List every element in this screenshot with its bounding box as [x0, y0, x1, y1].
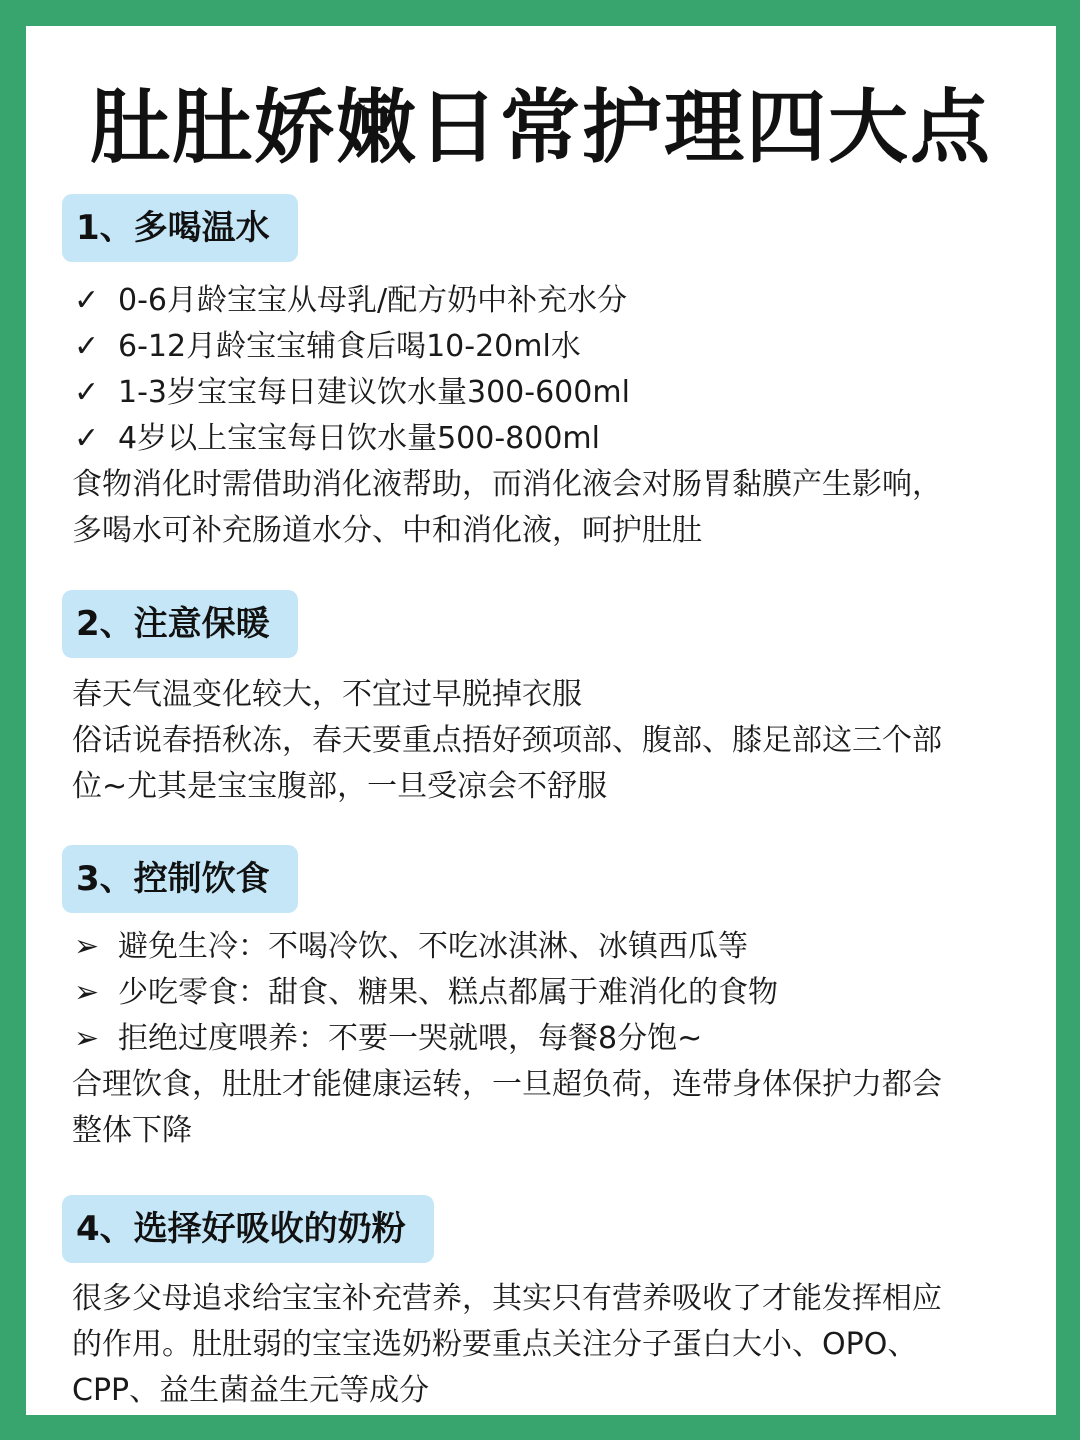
arrow-bullet-icon: ➢ — [74, 1021, 100, 1056]
list-item: ✓ 4岁以上宝宝每日饮水量500-800ml — [72, 416, 1032, 462]
section-body-water — [72, 278, 1032, 554]
content-card — [26, 26, 1056, 1415]
paragraph-line: CPP、益生菌益生元等成分 — [72, 1373, 430, 1408]
section-body-warmth — [72, 672, 1032, 810]
list-item: ✓ 6-12月龄宝宝辅食后喝10-20ml水 — [72, 324, 1032, 370]
paragraph-line: 很多父母追求给宝宝补充营养，其实只有营养吸收了才能发挥相应 — [72, 1281, 942, 1316]
section-heading-warmth: 2、注意保暖 — [62, 590, 298, 658]
section-heading-diet: 3、控制饮食 — [62, 845, 298, 913]
checkmark-icon: ✓ — [74, 283, 100, 318]
section-body-diet — [72, 924, 1032, 1154]
list-item: ✓ 0-6月龄宝宝从母乳/配方奶中补充水分 — [72, 278, 1032, 324]
list-item: ✓ 1-3岁宝宝每日建议饮水量300-600ml — [72, 370, 1032, 416]
paragraph-line: 合理饮食，肚肚才能健康运转，一旦超负荷，连带身体保护力都会 — [72, 1067, 942, 1102]
list-item: ➢ 避免生冷：不喝冷饮、不吃冰淇淋、冰镇西瓜等 — [72, 924, 1032, 970]
arrow-bullet-icon: ➢ — [74, 975, 100, 1010]
checkmark-icon: ✓ — [74, 421, 100, 456]
page-title: 肚肚娇嫩日常护理四大点 — [90, 81, 992, 174]
checkmark-icon: ✓ — [74, 375, 100, 410]
section-heading-formula: 4、选择好吸收的奶粉 — [62, 1195, 434, 1263]
paragraph-line: 整体下降 — [72, 1113, 192, 1148]
paragraph-line: 食物消化时需借助消化液帮助，而消化液会对肠胃黏膜产生影响， — [72, 467, 942, 502]
paragraph-line: 多喝水可补充肠道水分、中和消化液，呵护肚肚 — [72, 513, 702, 548]
list-item: ➢ 少吃零食：甜食、糖果、糕点都属于难消化的食物 — [72, 970, 1032, 1016]
list-item: ➢ 拒绝过度喂养：不要一哭就喂，每餐8分饱~ — [72, 1016, 1032, 1062]
paragraph-line: 的作用。肚肚弱的宝宝选奶粉要重点关注分子蛋白大小、OPO、 — [72, 1327, 918, 1362]
section-body-formula — [72, 1276, 1032, 1414]
arrow-bullet-icon: ➢ — [74, 929, 100, 964]
paragraph-line: 位~尤其是宝宝腹部，一旦受凉会不舒服 — [72, 769, 608, 804]
section-heading-water: 1、多喝温水 — [62, 194, 298, 262]
paragraph-line: 春天气温变化较大，不宜过早脱掉衣服 — [72, 677, 582, 712]
paragraph-line: 俗话说春捂秋冻，春天要重点捂好颈项部、腹部、膝足部这三个部 — [72, 723, 942, 758]
checkmark-icon: ✓ — [74, 329, 100, 364]
